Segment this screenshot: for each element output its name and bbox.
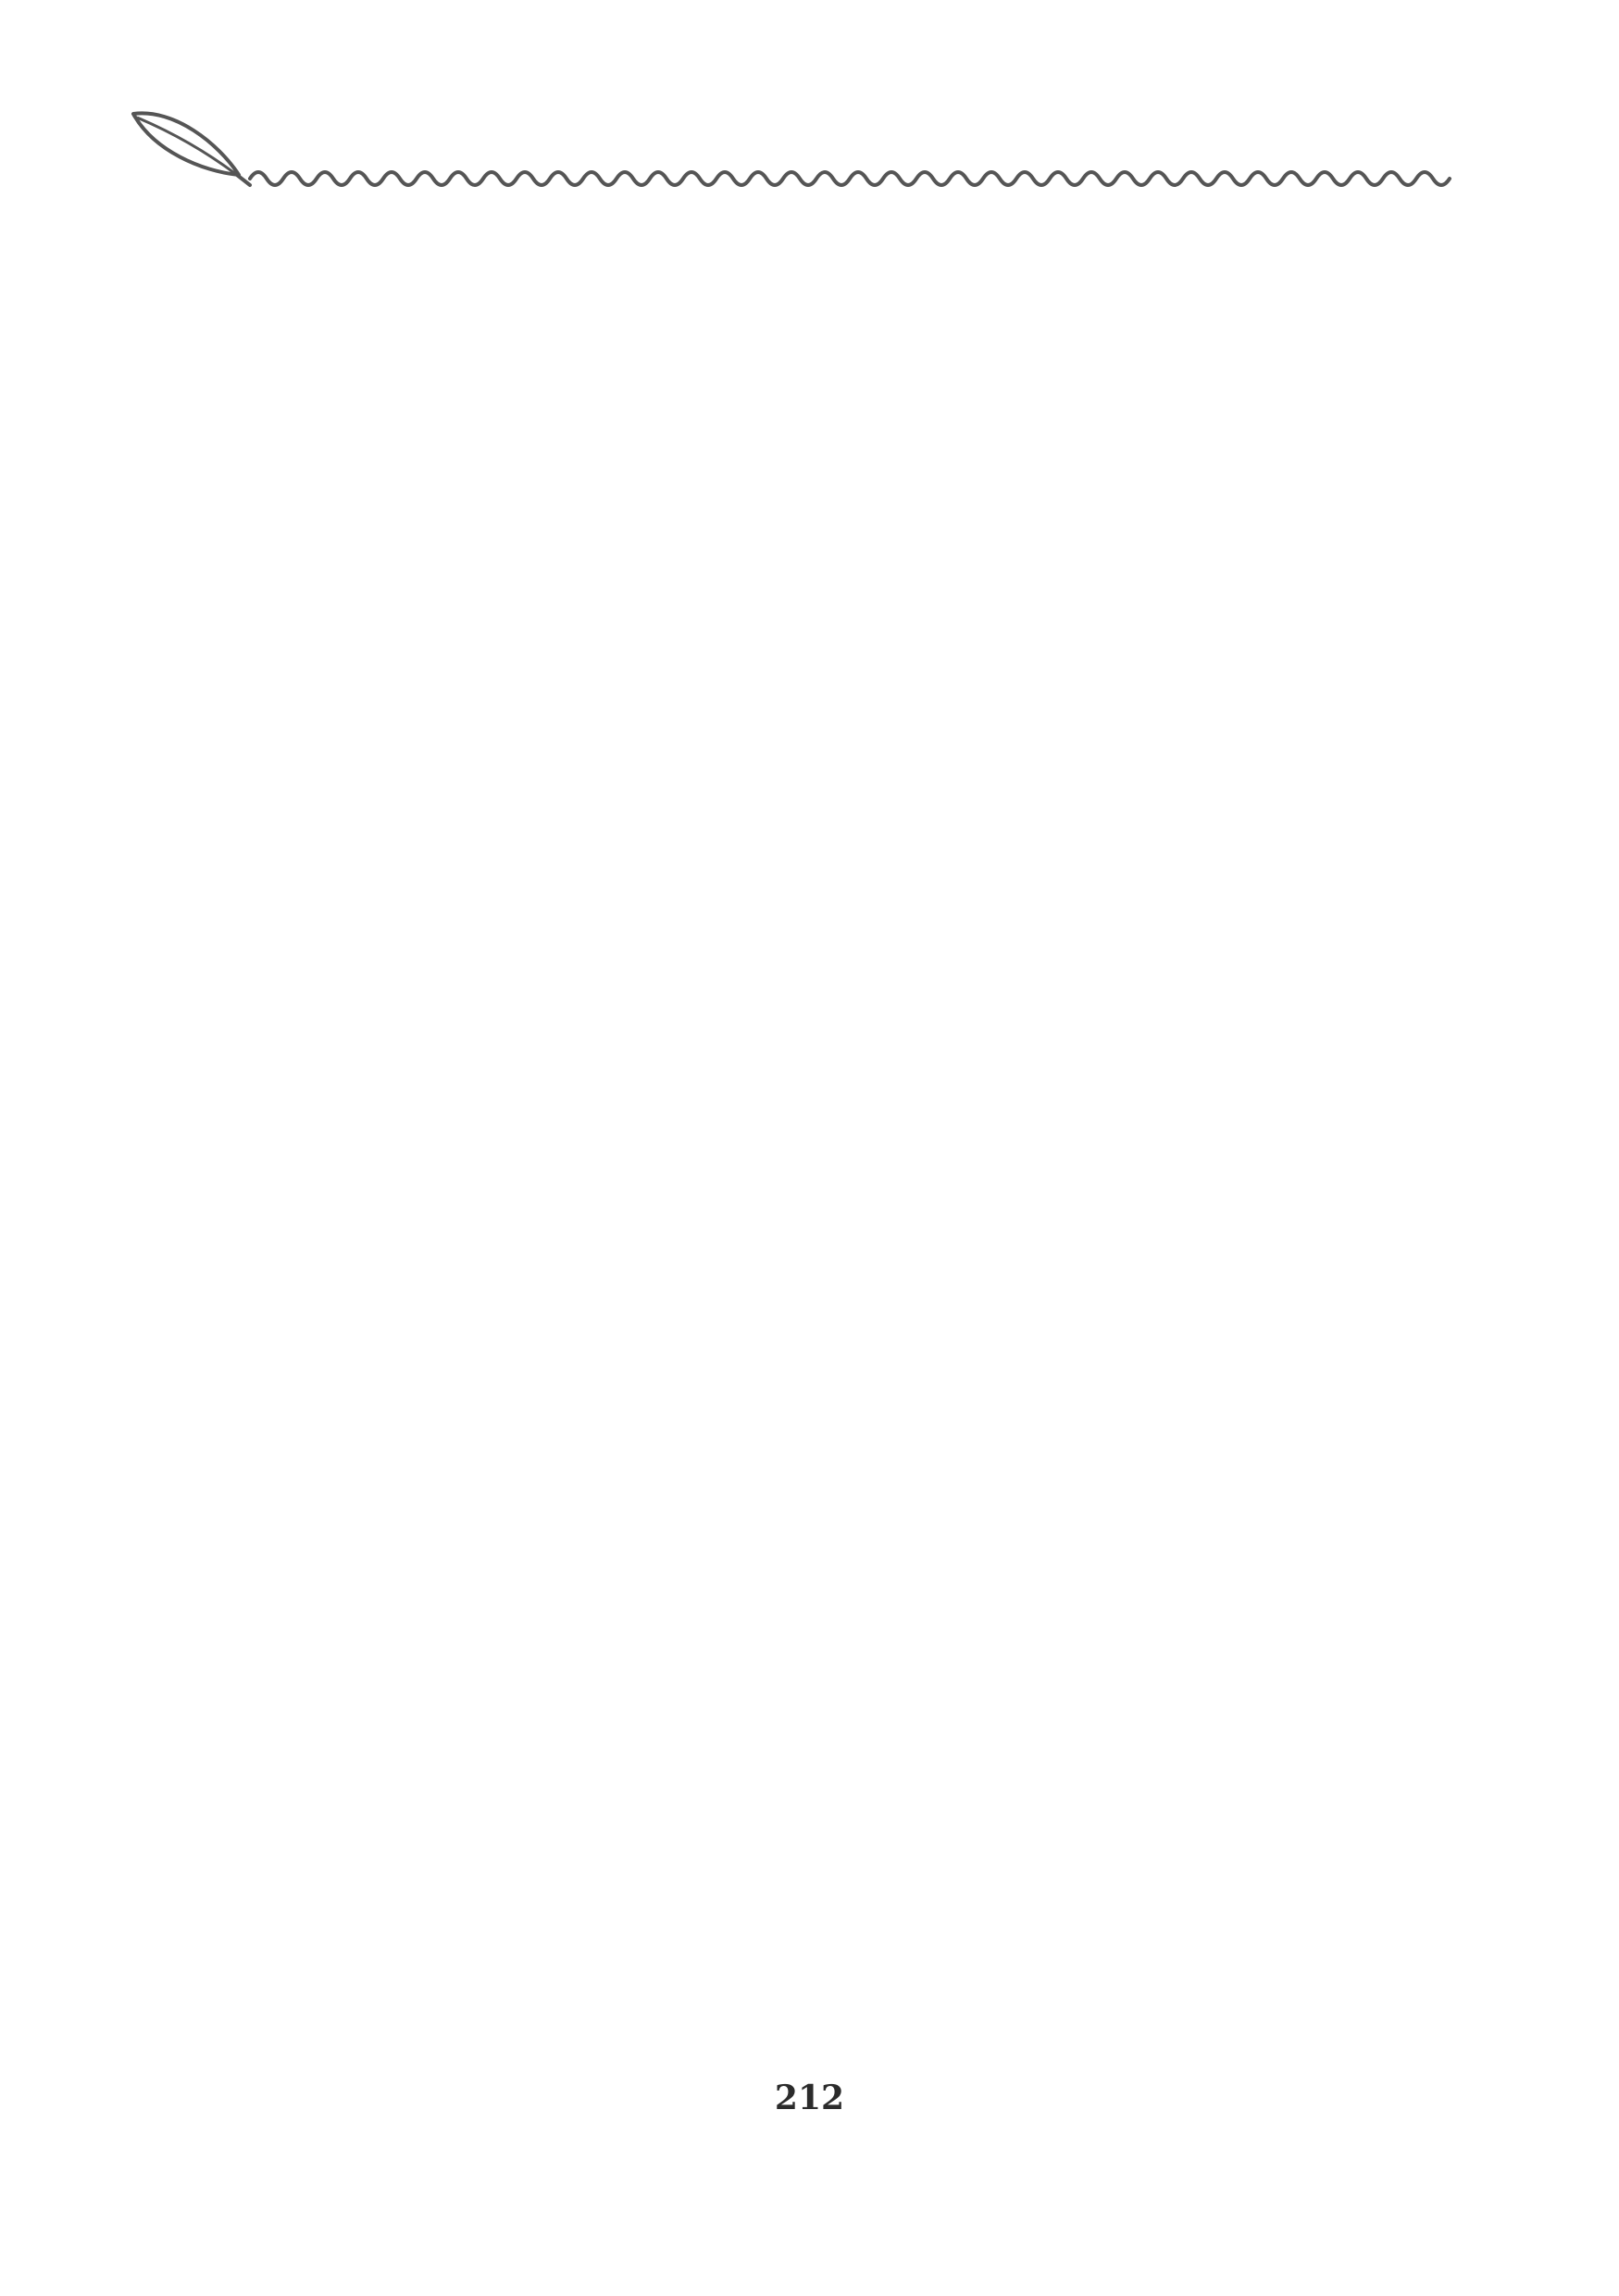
feather-icon [133, 113, 250, 185]
page-header [130, 97, 1463, 190]
page-number: 212 [774, 2079, 845, 2117]
wavy-divider [250, 172, 1450, 185]
header-ornament [130, 97, 1463, 190]
